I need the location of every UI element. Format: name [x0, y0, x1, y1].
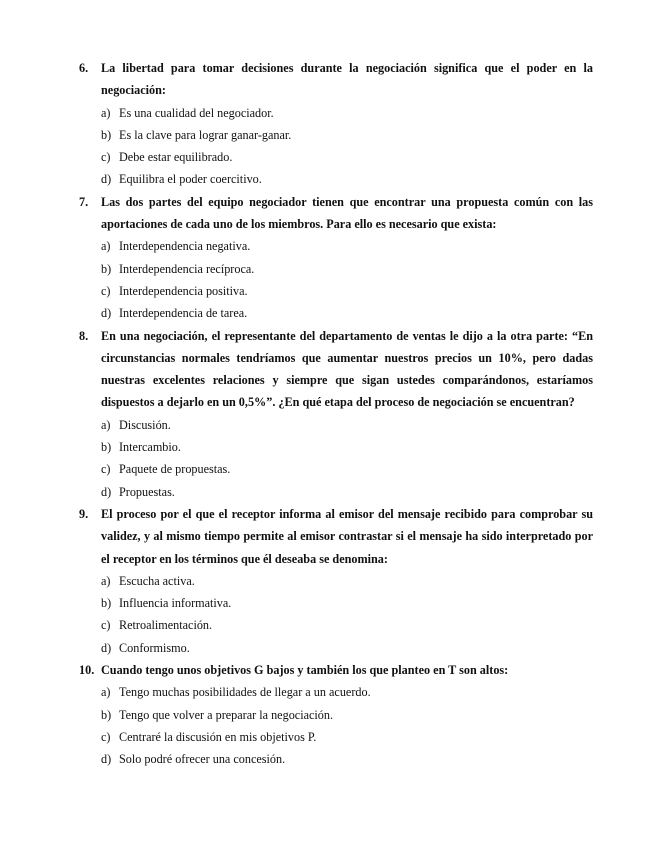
- question-number: 6.: [79, 61, 89, 75]
- option-d: [79, 302, 593, 324]
- option-label: c): [101, 462, 111, 477]
- option-label: b): [101, 127, 112, 142]
- option-d: [79, 168, 593, 190]
- option-a: [79, 414, 593, 436]
- question-7: [79, 191, 593, 325]
- option-b: [79, 704, 593, 726]
- option-c: [79, 726, 593, 748]
- option-text: Interdependencia recíproca.: [119, 261, 255, 276]
- option-label: d): [101, 752, 112, 767]
- question-text: Las dos partes del equipo negociador tienen que encontrar una propuesta común con las aportaciones de cada uno de los miembros. Para ello es necesario que exista:: [101, 194, 593, 232]
- option-text: Retroalimentación.: [119, 618, 213, 633]
- option-c: [79, 146, 593, 168]
- question-9: [79, 503, 593, 659]
- option-text: Influencia informativa.: [119, 596, 232, 611]
- option-d: [79, 637, 593, 659]
- option-text: Tengo muchas posibilidades de llegar a un acuerdo.: [119, 685, 371, 700]
- option-list: [79, 570, 593, 659]
- question-number: 9.: [79, 506, 89, 521]
- option-label: a): [101, 105, 111, 120]
- option-b: [79, 592, 593, 614]
- option-a: [79, 102, 593, 124]
- option-text: Es la clave para lograr ganar-ganar.: [119, 127, 292, 142]
- option-label: a): [101, 685, 111, 700]
- option-a: [79, 235, 593, 257]
- option-c: [79, 614, 593, 636]
- option-label: c): [101, 283, 111, 298]
- option-label: b): [101, 261, 112, 276]
- option-b: [79, 124, 593, 146]
- option-b: [79, 436, 593, 458]
- option-text: Paquete de propuestas.: [119, 462, 231, 477]
- option-label: a): [101, 417, 111, 432]
- option-text: Tengo que volver a preparar la negociación.: [119, 707, 334, 722]
- option-label: a): [101, 573, 111, 588]
- option-label: c): [101, 729, 111, 744]
- option-list: [79, 681, 593, 770]
- option-label: c): [101, 618, 111, 633]
- option-a: [79, 570, 593, 592]
- option-text: Escucha activa.: [119, 573, 195, 588]
- option-text: Intercambio.: [119, 440, 181, 455]
- question-text: Cuando tengo unos objetivos G bajos y también los que planteo en T son altos:: [101, 663, 509, 678]
- option-label: d): [101, 306, 112, 321]
- option-list: [79, 102, 593, 191]
- option-label: d): [101, 172, 112, 187]
- option-label: b): [101, 440, 112, 455]
- option-c: [79, 458, 593, 480]
- option-text: Equilibra el poder coercitivo.: [119, 172, 262, 187]
- question-8: [79, 325, 593, 503]
- question-text: En una negociación, el representante del departamento de ventas le dijo a la otra parte: “En circunstancias normales tendríamos que aumentar nuestros precios un 10%, pero dadas nuestras excelentes relaciones y siempre que sigan ustedes comparándonos, estaríamos dispuestos a dejarlo en un 0,5%”. ¿En qué etapa del proceso de negociación se encuentran?: [101, 328, 593, 410]
- option-text: Solo podré ofrecer una concesión.: [119, 752, 286, 767]
- option-d: [79, 748, 593, 770]
- question-text: El proceso por el que el receptor informa al emisor del mensaje recibido para comprobar su validez, y al mismo tiempo permite al emisor contrastar si el mensaje ha sido interpretado por el receptor en los términos que él deseaba se denomina:: [101, 506, 593, 566]
- option-text: Conformismo.: [119, 640, 190, 655]
- option-text: Es una cualidad del negociador.: [119, 105, 274, 120]
- option-text: Centraré la discusión en mis objetivos P.: [119, 729, 317, 744]
- question-text: La libertad para tomar decisiones durante la negociación significa que el poder en la negociación:: [101, 61, 593, 98]
- option-label: b): [101, 707, 112, 722]
- option-label: c): [101, 150, 111, 165]
- option-text: Debe estar equilibrado.: [119, 150, 233, 165]
- option-text: Discusión.: [119, 417, 171, 432]
- option-b: [79, 258, 593, 280]
- option-label: b): [101, 596, 112, 611]
- question-number: 10.: [79, 663, 95, 678]
- option-text: Interdependencia positiva.: [119, 283, 248, 298]
- option-list: [79, 235, 593, 324]
- option-d: [79, 481, 593, 503]
- option-label: a): [101, 239, 111, 254]
- question-number: 8.: [79, 328, 89, 343]
- option-text: Interdependencia negativa.: [119, 239, 251, 254]
- option-label: d): [101, 640, 112, 655]
- option-c: [79, 280, 593, 302]
- option-text: Interdependencia de tarea.: [119, 306, 248, 321]
- option-list: [79, 414, 593, 503]
- question-6: [79, 57, 593, 191]
- option-text: Propuestas.: [119, 484, 175, 499]
- option-label: d): [101, 484, 112, 499]
- question-10: [79, 659, 593, 770]
- option-a: [79, 681, 593, 703]
- question-number: 7.: [79, 194, 89, 209]
